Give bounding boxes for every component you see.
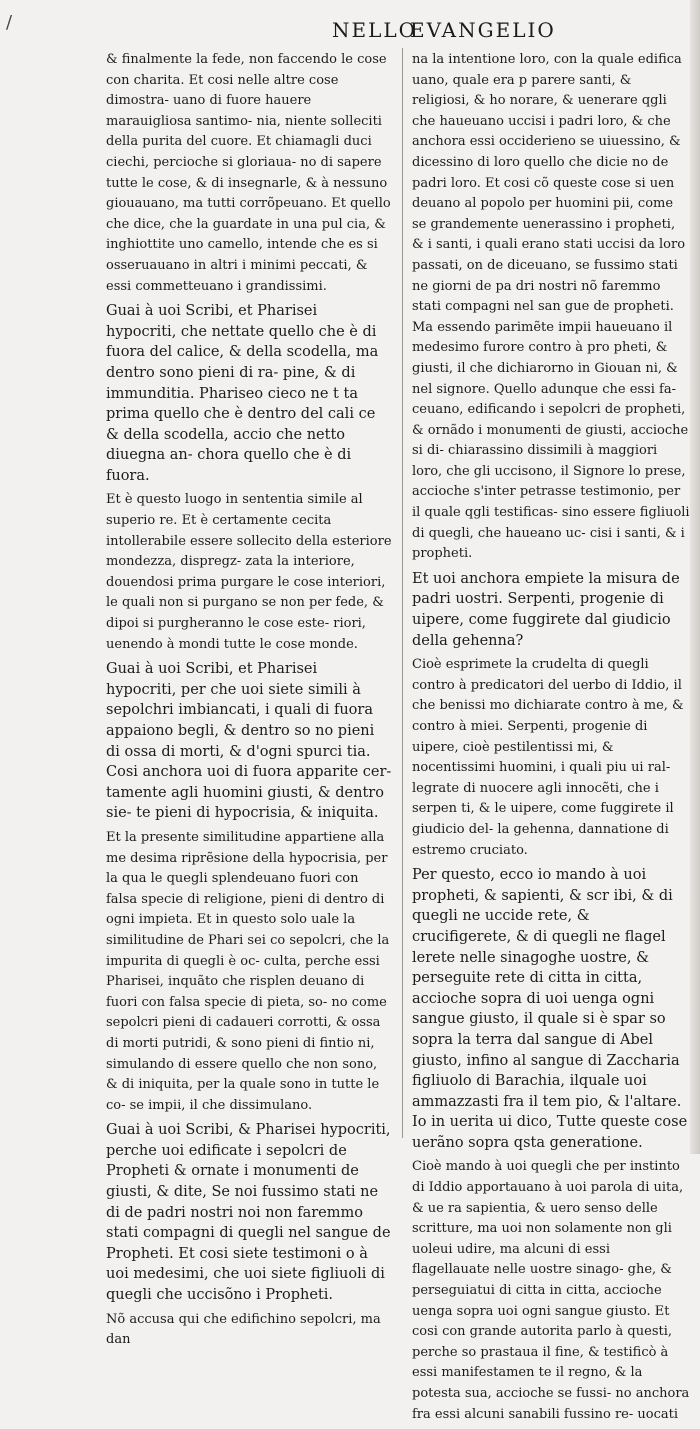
right-paragraph-1: na la intentione loro, con la quale edifica uano, quale era p parere santi, & religiosi, & ho norare, & uenerare qgli che haueuano uccisi i padri loro, & che anchora essi occiderieno se uiuessino, & dicessino di loro quello che dicie no de padri loro. Et cosi cõ queste cose si uen deuano al popolo per huomini pii, come se grandemente uenerassino i propheti, & i santi, i quali erano stati uccisi da loro passati, on de diceuano, se fussimo stati ne giorni de pa dri nostri nõ faremmo stati compagni nel san gue de propheti. Ma essendo parimẽte impii haueuano il medesimo furore contro à pro pheti, & giusti, il che dichiarorno in Giouan ni, & nel signore. Quello adunque che essi fa- ceuano, edificando i sepolcri de propheti, & ornãdo i monumenti de giusti, accioche si di- chiarassino dissimili à maggiori loro, che gli uccisono, il Signore lo prese, accioche s'inter petrasse testimonio, per il quale qgli testificas- sino essere figliuoli di quegli, che haueano uc- cisi i santi, & i propheti. <box>412 52 690 562</box>
header-right-word: EVANGELIO <box>410 18 556 42</box>
header-left-word: NELLO <box>332 18 418 42</box>
right-paragraph-4: Per questo, ecco io mando à uoi propheti, & sapienti, & scr ibi, & di quegli ne uccide rete, & crucifigerete, & di quegli ne flagel lerete nelle sinagoghe uostre, & perseguite rete di citta in citta, accioche sopra di uoi uenga ogni sangue giusto, il quale si è spar so sopra la terra dal sangue di Abel giusto, infino al sangue di Zaccharia figliuolo di Barachia, ilquale uoi ammazzasti fra il tem pio, & l'altare. Io in uerita ui dico, Tutte queste cose uerãno sopra qsta generatione. <box>412 867 688 1151</box>
running-header <box>0 18 700 48</box>
left-paragraph-3: Et è questo luogo in sententia simile al superio re. Et è certamente cecita intollerabile essere sollecito della esteriore mondezza, dispregz- zata la interiore, douendosi prima purgare le cose interiori, le quali non si purgano se non per fede, & dipoi si purgheranno le cose este- riori, uenendo à mondi tutte le cose monde. <box>106 492 392 652</box>
left-paragraph-6: Guai à uoi Scribi, & Pharisei hypocriti, perche uoi edificate i sepolcri de Propheti & ornate i monumenti de giusti, & dite, Se noi fussimo stati ne di de padri nostri noi non faremmo stati compagni di quegli nel sangue de Propheti. Et cosi siete testimoni o à uoi medesimi, che uoi siete figliuoli di quegli che uccisõno i Propheti. <box>106 1122 391 1304</box>
left-paragraph-1: & finalmente la fede, non faccendo le cose con charita. Et cosi nelle altre cose dimostra- uano di fuore hauere marauigliosa santimo- nia, niente solleciti della purita del cuore. Et chiamagli duci ciechi, percioche si gloriaua- no di sapere tutte le cose, & di insegnarle, & à nessuno giouauano, ma tutti corrõpeuano. Et quello che dice, che la guardate in una pul cia, & inghiottite uno camello, intende che es si osseruauano in altri i minimi peccati, & essi commetteuano i grandissimi. <box>106 52 391 294</box>
right-paragraph-3: Cioè esprimete la crudelta di quegli contro à predicatori del uerbo di Iddio, il che benissi mo dichiarate contro à me, & contro à miei. Serpenti, progenie di uipere, cioè pestilentissi mi, & nocentissimi huomini, i quali piu ui ral- legrate di nuocere agli innocẽti, che i serpen ti, & le uipere, come fuggirete il giudicio del- la gehenna, dannatione di estremo cruciato. <box>412 657 684 858</box>
left-paragraph-4: Guai à uoi Scribi, et Pharisei hypocriti, per che uoi siete simili à sepolchri imbiancati, i quali di fuora appaiono begli, & dentro so no pieni di ossa di morti, & d'ogni spurci tia. Cosi anchora uoi di fuora apparite cer- tamente agli huomini giusti, & dentro sie- te pieni di hypocrisia, & iniquita. <box>106 661 392 822</box>
left-paragraph-2: Guai à uoi Scribi, et Pharisei hypocriti, che nettate quello che è di fuora del calice, & della scodella, ma dentro sono pieni di ra- pine, & di immunditia. Phariseo cieco ne t ta prima quello che è dentro del cali ce & della scodella, accio che netto diuegna an- chora quello che è di fuora. <box>106 303 379 484</box>
right-paragraph-5: Cioè mando à uoi quegli che per instinto di Iddio apportauano à uoi parola di uita, & ue ra sapientia, & uero senso delle scritture, ma uoi non solamente non gli uoleui udire, ma alcuni di essi flagellauate nelle uostre sinago- ghe, & perseguiatui di citta in citta, accioche uenga sopra uoi ogni sangue giusto. Et cosi con grande autorita parlo à questi, perche so prastaua il fine, & testificò à essi manifestamen te il regno, & la potesta sua, accioche se fussi- no anchora fra essi alcuni sanabili fussino re- uocati <box>412 1159 690 1422</box>
left-paragraph-7: Nõ accusa qui che edifichino sepolcri, ma dan <box>106 1311 381 1348</box>
margin-mark: / <box>6 12 13 33</box>
left-paragraph-5: Et la presente similitudine appartiene alla me desima riprẽsione della hypocrisia, per la qua le quegli splendeuano fuori con falsa specie di religione, pieni di dentro di ogni impieta. Et in questo solo uale la similitudine de Phari sei co sepolcri, che la impurita di quegli è oc- culta, perche essi Pharisei, inquãto che risplen deuano di fuori con falsa specie di pieta, so- no come sepolcri pieni di cadaueri corrotti, & ossa di morti putridi, & sono pieni di fintio ni, simulando di essere quello che non sono, & di iniquita, per la quale sono in tutte le co- se impii, il che dissimulano. <box>106 829 390 1113</box>
right-column <box>412 50 690 1429</box>
left-column <box>106 50 392 1355</box>
column-divider <box>402 48 403 1138</box>
page-edge <box>690 0 700 1154</box>
right-paragraph-2: Et uoi anchora empiete la misura de padri uostri. Serpenti, progenie di uipere, come fuggirete dal giudicio della gehenna? <box>412 570 680 649</box>
